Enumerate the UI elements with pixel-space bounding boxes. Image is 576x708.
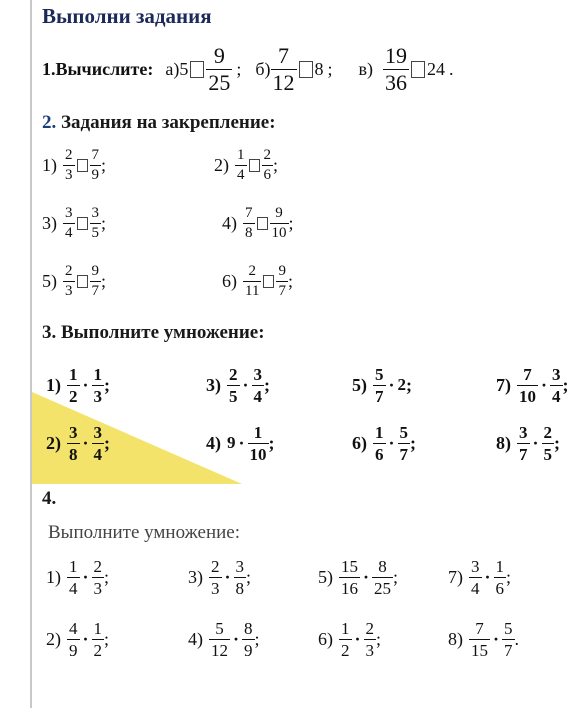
denominator: 25	[374, 578, 392, 598]
numerator: 3	[65, 204, 73, 221]
separator: ;	[104, 628, 110, 649]
fraction	[235, 148, 247, 183]
denominator: 8	[69, 444, 78, 464]
task4-title: Выполните умножение:	[48, 522, 240, 543]
numerator: 9	[275, 204, 283, 221]
fraction	[502, 620, 515, 659]
fraction	[248, 424, 269, 463]
multiply-dot: ·	[82, 566, 89, 587]
separator: ;	[406, 374, 413, 395]
separator: ;	[562, 374, 569, 395]
blank-box	[249, 159, 260, 172]
denominator: 36	[385, 69, 408, 95]
item-label: 1)	[42, 154, 57, 175]
numerator: 1	[495, 556, 505, 576]
denominator: 3	[65, 166, 73, 183]
item-label: 1)	[46, 374, 61, 395]
numerator: 2	[263, 146, 271, 163]
separator: ;	[101, 154, 107, 175]
denominator: 16	[341, 578, 358, 598]
denominator: 2	[93, 640, 103, 660]
denominator: 3	[93, 386, 103, 406]
numerator: 3	[91, 204, 99, 221]
denominator: 7	[278, 282, 286, 299]
task2-item	[222, 198, 294, 248]
task3-item	[206, 358, 270, 412]
denominator: 7	[375, 386, 384, 406]
denominator: 4	[65, 224, 73, 241]
multiply-dot: ·	[493, 628, 500, 649]
denominator: 6	[375, 444, 384, 464]
task1-b-label: б)	[255, 58, 271, 79]
task2-heading	[42, 112, 276, 134]
multiply-dot: ·	[532, 432, 539, 453]
fraction	[517, 366, 538, 405]
denominator: 11	[245, 282, 260, 299]
denominator: 12	[211, 640, 228, 660]
numerator: 9	[213, 42, 225, 68]
task3-item	[352, 358, 412, 412]
separator: ;	[410, 432, 417, 453]
numerator: 3	[69, 422, 78, 442]
fraction	[92, 424, 105, 463]
task2-number: 2.	[42, 112, 57, 133]
numerator: 1	[93, 364, 103, 384]
item-label: 6)	[222, 270, 237, 291]
item-label: 1)	[46, 566, 61, 587]
separator: ;	[264, 374, 271, 395]
numerator: 9	[278, 262, 286, 279]
denominator: 4	[93, 444, 103, 464]
denominator: 6	[263, 166, 271, 183]
task3-item	[46, 416, 110, 470]
whole-number: 2	[397, 375, 407, 394]
numerator: 2	[543, 422, 553, 442]
numerator: 5	[504, 618, 513, 638]
blank-box	[257, 217, 268, 230]
separator: ;	[236, 58, 242, 79]
fraction	[242, 620, 255, 659]
numerator: 8	[244, 618, 253, 638]
task1-b-fraction	[271, 42, 297, 95]
numerator: 2	[211, 556, 220, 576]
denominator: 10	[519, 386, 536, 406]
denominator: 2	[69, 386, 78, 406]
separator: ;	[254, 628, 260, 649]
blank-box	[263, 275, 274, 288]
fraction	[373, 424, 386, 463]
fraction	[63, 264, 75, 299]
numerator: 3	[471, 556, 480, 576]
numerator: 1	[237, 146, 245, 163]
fraction	[90, 264, 102, 299]
denominator: 4	[253, 386, 263, 406]
denominator: 8	[245, 224, 253, 241]
numerator: 7	[91, 146, 99, 163]
numerator: 1	[375, 422, 384, 442]
numerator: 7	[245, 204, 253, 221]
denominator: 4	[237, 166, 245, 183]
item-label: 5)	[352, 374, 367, 395]
denominator: 5	[229, 386, 238, 406]
numerator: 4	[69, 618, 78, 638]
numerator: 2	[229, 364, 238, 384]
separator: ;	[288, 212, 294, 233]
separator: ;	[393, 566, 399, 587]
denominator: 4	[552, 386, 561, 406]
denominator: 15	[471, 640, 488, 660]
multiply-dot: ·	[388, 374, 395, 395]
item-label: 6)	[318, 628, 333, 649]
fraction	[63, 148, 75, 183]
numerator: 2	[248, 262, 256, 279]
denominator: 3	[365, 640, 375, 660]
multiply-dot: ·	[363, 566, 370, 587]
item-label: 8)	[448, 628, 463, 649]
task3-item	[206, 416, 275, 470]
fraction	[67, 424, 80, 463]
task3-item	[46, 358, 110, 412]
numerator: 3	[93, 422, 103, 442]
fraction	[252, 366, 265, 405]
task2-title: Задания на закрепление:	[61, 112, 276, 133]
numerator: 1	[93, 618, 103, 638]
denominator: 10	[249, 444, 267, 464]
numerator: 1	[253, 422, 263, 442]
blank-box	[77, 217, 88, 230]
whole-number: 9	[227, 433, 236, 452]
separator: ;	[506, 566, 512, 587]
fraction	[243, 206, 255, 241]
task1-c-label: в)	[358, 58, 374, 79]
task4-item	[188, 612, 260, 666]
denominator: 6	[495, 578, 505, 598]
denominator: 5	[543, 444, 553, 464]
multiply-dot: ·	[82, 374, 89, 395]
fraction	[92, 620, 105, 659]
numerator: 8	[378, 556, 387, 576]
separator: ;	[554, 432, 561, 453]
fraction	[469, 620, 490, 659]
blank-box	[299, 61, 313, 78]
task4-number: 4.	[42, 488, 57, 509]
task2-item	[42, 256, 106, 306]
task4-item	[448, 550, 511, 604]
task1-row	[42, 38, 454, 100]
denominator: 9	[91, 166, 99, 183]
task4-item	[318, 550, 398, 604]
numerator: 5	[215, 618, 224, 638]
item-label: 3)	[206, 374, 221, 395]
item-label: 4)	[188, 628, 203, 649]
separator: ;	[104, 432, 111, 453]
numerator: 2	[365, 618, 375, 638]
numerator: 1	[341, 618, 350, 638]
denominator: 4	[69, 578, 78, 598]
fraction	[209, 620, 230, 659]
blank-box	[411, 61, 425, 78]
task2-item	[222, 256, 293, 306]
fraction	[276, 264, 288, 299]
multiply-dot: ·	[238, 432, 245, 453]
task1-a-label: а)	[165, 58, 180, 79]
fraction	[67, 366, 80, 405]
separator: ;	[104, 566, 110, 587]
item-label: 2)	[214, 154, 229, 175]
fraction	[90, 206, 102, 241]
fraction	[92, 366, 105, 405]
fraction	[67, 620, 80, 659]
task1-label: 1.Вычислите:	[42, 58, 154, 79]
blank-box	[190, 61, 204, 78]
multiply-dot: ·	[388, 432, 395, 453]
separator: ;	[273, 154, 279, 175]
numerator: 2	[93, 556, 103, 576]
numerator: 1	[69, 556, 78, 576]
task4-item	[448, 612, 519, 666]
numerator: 3	[253, 364, 263, 384]
item-label: 6)	[352, 432, 367, 453]
fraction	[262, 148, 274, 183]
multiply-dot: ·	[242, 374, 249, 395]
separator: ;	[327, 58, 333, 79]
fraction	[209, 558, 222, 597]
item-label: 4)	[222, 212, 237, 233]
separator: ;	[268, 432, 275, 453]
fraction	[67, 558, 80, 597]
denominator: 4	[471, 578, 480, 598]
separator: ;	[101, 270, 107, 291]
denominator: 9	[69, 640, 78, 660]
numerator: 3	[235, 556, 245, 576]
numerator: 2	[65, 146, 73, 163]
item-label: 5)	[42, 270, 57, 291]
fraction	[339, 620, 352, 659]
task3-heading: 3. Выполните умножение:	[42, 322, 265, 343]
task1-a-fraction	[206, 42, 232, 95]
task1-c-rhs: 24	[427, 58, 446, 79]
task1-a-whole: 5	[179, 58, 189, 79]
separator: .	[449, 58, 454, 79]
fraction	[542, 424, 555, 463]
fraction	[243, 264, 261, 299]
denominator: 7	[399, 444, 409, 464]
denominator: 3	[93, 578, 103, 598]
fraction	[469, 558, 482, 597]
task2-item	[42, 140, 106, 190]
multiply-dot: ·	[484, 566, 491, 587]
fraction	[90, 148, 102, 183]
numerator: 7	[523, 364, 532, 384]
item-label: 7)	[448, 566, 463, 587]
numerator: 3	[552, 364, 561, 384]
denominator: 9	[244, 640, 253, 660]
numerator: 3	[519, 422, 528, 442]
item-label: 7)	[496, 374, 511, 395]
numerator: 19	[385, 42, 408, 68]
fraction	[517, 424, 530, 463]
separator: ;	[246, 566, 252, 587]
numerator: 2	[65, 262, 73, 279]
fraction	[339, 558, 360, 597]
denominator: 5	[91, 224, 99, 241]
task3-item	[496, 358, 569, 412]
fraction	[364, 620, 377, 659]
denominator: 8	[235, 578, 245, 598]
fraction	[227, 366, 240, 405]
denominator: 7	[504, 640, 513, 660]
fraction	[63, 206, 75, 241]
task1-b-rhs: 8	[314, 58, 324, 79]
fraction	[372, 558, 393, 597]
multiply-dot: ·	[354, 628, 361, 649]
separator: ;	[101, 212, 107, 233]
denominator: 7	[91, 282, 99, 299]
fraction	[494, 558, 507, 597]
fraction	[373, 366, 386, 405]
denominator: 12	[272, 69, 295, 95]
item-label: 4)	[206, 432, 221, 453]
numerator: 15	[341, 556, 358, 576]
task4-item	[46, 550, 109, 604]
item-label: 5)	[318, 566, 333, 587]
page-title: Выполни задания	[42, 4, 212, 28]
multiply-dot: ·	[224, 566, 231, 587]
task2-item	[214, 140, 278, 190]
fraction	[398, 424, 411, 463]
task3-item	[496, 416, 560, 470]
denominator: 10	[271, 224, 287, 241]
separator: ;	[376, 628, 382, 649]
fraction	[550, 366, 563, 405]
blank-box	[77, 275, 88, 288]
separator: ;	[104, 374, 111, 395]
numerator: 5	[375, 364, 384, 384]
denominator: 7	[519, 444, 528, 464]
fraction	[92, 558, 105, 597]
item-label: 2)	[46, 628, 61, 649]
separator: .	[514, 628, 520, 649]
denominator: 2	[341, 640, 350, 660]
multiply-dot: ·	[541, 374, 548, 395]
denominator: 25	[208, 69, 231, 95]
item-label: 2)	[46, 432, 61, 453]
numerator: 9	[91, 262, 99, 279]
task2-item	[42, 198, 106, 248]
task1-c-fraction	[383, 42, 409, 95]
task4-item	[318, 612, 381, 666]
fraction	[234, 558, 247, 597]
denominator: 3	[65, 282, 73, 299]
numerator: 7	[475, 618, 484, 638]
numerator: 5	[399, 422, 409, 442]
multiply-dot: ·	[233, 628, 240, 649]
numerator: 7	[278, 42, 290, 68]
multiply-dot: ·	[82, 628, 89, 649]
denominator: 3	[211, 578, 220, 598]
item-label: 3)	[188, 566, 203, 587]
left-border	[30, 0, 32, 708]
blank-box	[77, 159, 88, 172]
fraction	[270, 206, 289, 241]
task4-item	[188, 550, 251, 604]
task3-item	[352, 416, 416, 470]
item-label: 3)	[42, 212, 57, 233]
task4-item	[46, 612, 109, 666]
item-label: 8)	[496, 432, 511, 453]
numerator: 1	[69, 364, 78, 384]
multiply-dot: ·	[82, 432, 89, 453]
separator: ;	[287, 270, 293, 291]
